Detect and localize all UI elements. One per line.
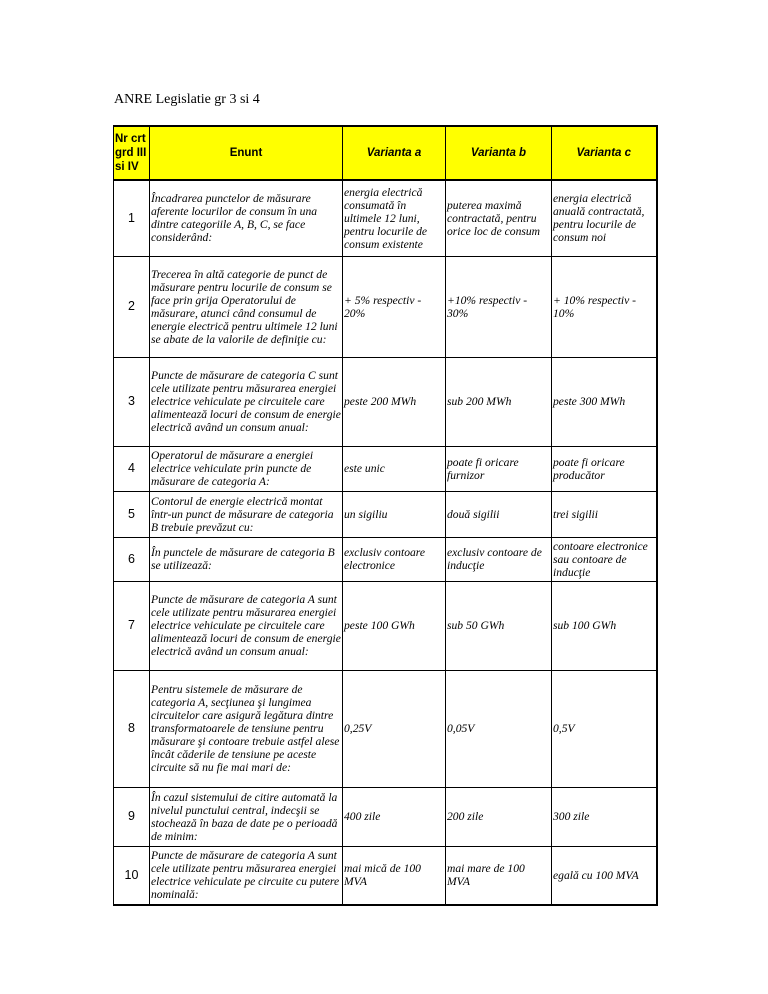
row-number: 6: [114, 537, 150, 581]
answer-b: mai mare de 100 MVA: [446, 846, 552, 905]
question-text: Trecerea în altă categorie de punct de măsurare pentru locurile de consum se face prin grija Operatorului de măsurare, atunci când consumul de energie electrică pentru ultimele 12 luni se abate de la valorile de definiţie cu:: [150, 256, 343, 357]
answer-c: poate fi oricare producător: [552, 446, 657, 491]
table-row: [114, 446, 657, 491]
answer-b: două sigilii: [446, 491, 552, 537]
answer-a: peste 200 MWh: [343, 357, 446, 446]
question-text: Puncte de măsurare de categoria C sunt cele utilizate pentru măsurarea energiei electrice vehiculate pe circuitele care alimentează locuri de consum de energie electrică având un consum anual:: [150, 357, 343, 446]
table-row: [114, 537, 657, 581]
row-number: 1: [114, 180, 150, 256]
answer-b: 0,05V: [446, 670, 552, 787]
row-number: 7: [114, 581, 150, 670]
answer-b: poate fi oricare furnizor: [446, 446, 552, 491]
row-number: 9: [114, 787, 150, 846]
answer-a: + 5% respectiv - 20%: [343, 256, 446, 357]
table-row: [114, 491, 657, 537]
header-varianta-b: Varianta b: [446, 126, 552, 180]
answer-c: contoare electronice sau contoare de inducţie: [552, 537, 657, 581]
table-header-row: [114, 126, 657, 180]
answer-a: energia electrică consumată în ultimele 12 luni, pentru locurile de consum existente: [343, 180, 446, 256]
answer-b: puterea maximă contractată, pentru orice loc de consum: [446, 180, 552, 256]
question-text: Puncte de măsurare de categoria A sunt cele utilizate pentru măsurarea energiei electrice vehiculate pe circuitele care alimentează locuri de consum de energie electrică având un consum anual:: [150, 581, 343, 670]
table-row: [114, 670, 657, 787]
header-varianta-a: Varianta a: [343, 126, 446, 180]
answer-c: trei sigilii: [552, 491, 657, 537]
question-text: Încadrarea punctelor de măsurare aferente locurilor de consum în una dintre categoriile A, B, C, se face considerând:: [150, 180, 343, 256]
answer-c: 300 zile: [552, 787, 657, 846]
question-text: În punctele de măsurare de categoria B se utilizează:: [150, 537, 343, 581]
question-text: Pentru sistemele de măsurare de categoria A, secţiunea şi lungimea circuitelor care asigură legătura dintre transformatoarele de tensiune pentru măsurare şi contoare trebuie astfel alese încât căderile de tensiune pe aceste circuite să nu fie mai mari de:: [150, 670, 343, 787]
header-enunt: Enunt: [150, 126, 343, 180]
answer-c: + 10% respectiv - 10%: [552, 256, 657, 357]
table-row: [114, 357, 657, 446]
table-row: [114, 256, 657, 357]
answer-b: sub 200 MWh: [446, 357, 552, 446]
answer-a: exclusiv contoare electronice: [343, 537, 446, 581]
table-row: [114, 846, 657, 905]
answer-b: sub 50 GWh: [446, 581, 552, 670]
row-number: 5: [114, 491, 150, 537]
answer-a: mai mică de 100 MVA: [343, 846, 446, 905]
table-row: [114, 581, 657, 670]
row-number: 3: [114, 357, 150, 446]
answer-a: peste 100 GWh: [343, 581, 446, 670]
table-row: [114, 180, 657, 256]
answer-c: egală cu 100 MVA: [552, 846, 657, 905]
answer-c: 0,5V: [552, 670, 657, 787]
row-number: 4: [114, 446, 150, 491]
row-number: 2: [114, 256, 150, 357]
answer-a: 0,25V: [343, 670, 446, 787]
question-text: Puncte de măsurare de categoria A sunt cele utilizate pentru măsurarea energiei electrice vehiculate pe circuite cu putere nominală:: [150, 846, 343, 905]
question-text: Contorul de energie electrică montat într-un punct de măsurare de categoria B trebuie prevăzut cu:: [150, 491, 343, 537]
questions-table: [113, 125, 658, 906]
answer-c: peste 300 MWh: [552, 357, 657, 446]
answer-c: energia electrică anuală contractată, pentru locurile de consum noi: [552, 180, 657, 256]
question-text: În cazul sistemului de citire automată la nivelul punctului central, indecşii se stochează în baza de date pe o perioadă de minim:: [150, 787, 343, 846]
answer-a: un sigiliu: [343, 491, 446, 537]
question-text: Operatorul de măsurare a energiei electrice vehiculate prin puncte de măsurare de categoria A:: [150, 446, 343, 491]
header-varianta-c: Varianta c: [552, 126, 657, 180]
answer-b: +10% respectiv - 30%: [446, 256, 552, 357]
answer-a: 400 zile: [343, 787, 446, 846]
row-number: 8: [114, 670, 150, 787]
answer-c: sub 100 GWh: [552, 581, 657, 670]
answer-b: 200 zile: [446, 787, 552, 846]
header-nr: Nr crt grd III si IV: [114, 126, 150, 180]
answer-a: este unic: [343, 446, 446, 491]
table-row: [114, 787, 657, 846]
row-number: 10: [114, 846, 150, 905]
page-title: ANRE Legislatie gr 3 si 4: [114, 92, 260, 107]
answer-b: exclusiv contoare de inducţie: [446, 537, 552, 581]
